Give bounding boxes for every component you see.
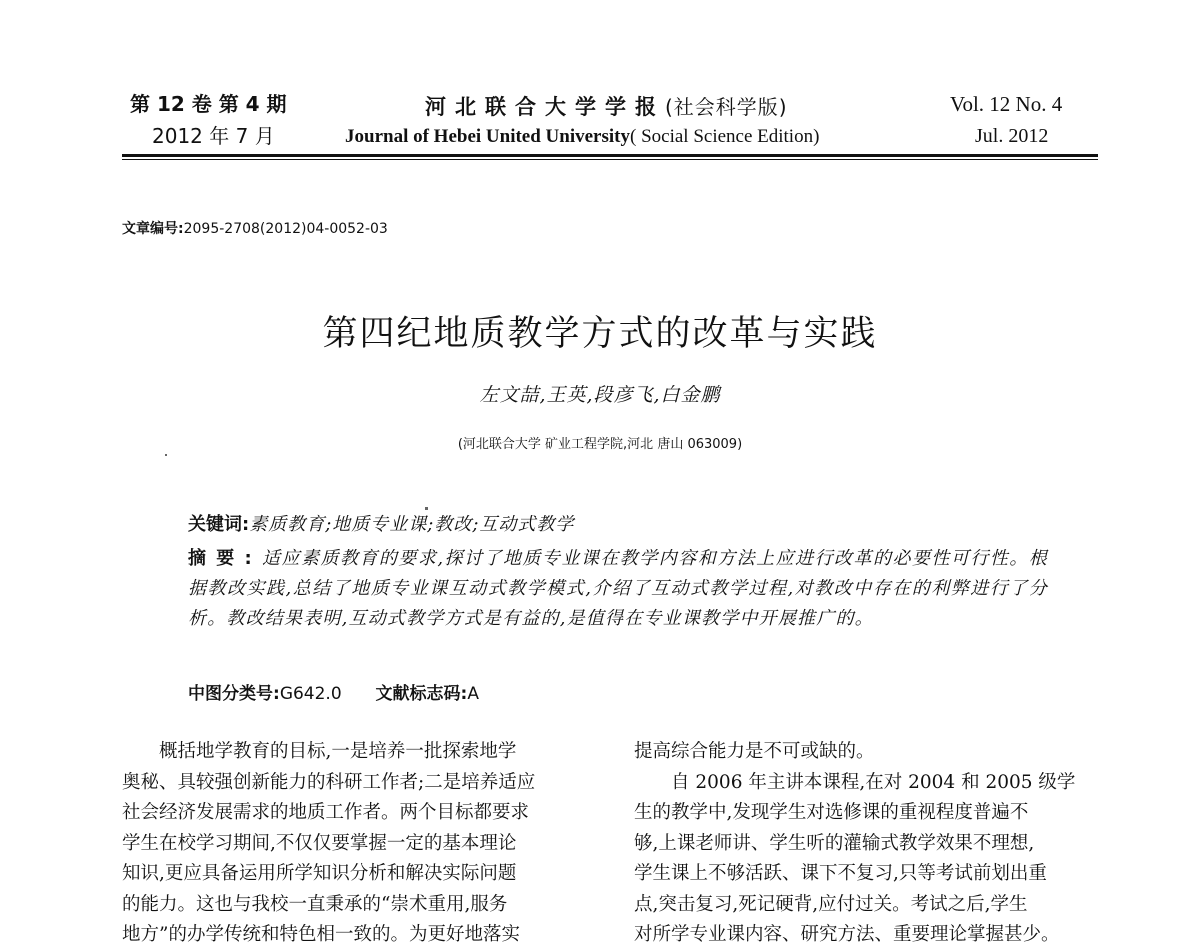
journal-name-cn-edition: (社会科学版) (665, 95, 788, 119)
article-number-label: 文章编号: (122, 221, 184, 237)
body-line: 学生在校学习期间,不仅仅要掌握一定的基本理论 (122, 832, 517, 854)
clc-label: 中图分类号: (188, 684, 280, 704)
journal-name-en-edition: ( Social Science Edition) (630, 126, 820, 147)
article-number-value: 2095-2708(2012)04-0052-03 (183, 221, 388, 237)
clc-value: G642.0 (279, 684, 342, 704)
abstract (188, 544, 1048, 634)
volume-issue: 第 12 卷 第 4 期 (130, 92, 287, 116)
issue-date-en: Jul. 2012 (975, 125, 1049, 147)
body-line: 奥秘、具较强创新能力的科研工作者;二是培养适应 (122, 771, 536, 793)
body-line: 知识,更应具备运用所学知识分析和解决实际问题 (122, 863, 517, 884)
body-line: 提高综合能力是不可或缺的。 (634, 741, 875, 762)
journal-name-cn-main: 河北联合大学学报 (425, 95, 665, 119)
affiliation: (河北联合大学 矿业工程学院,河北 唐山 063009) (457, 437, 743, 452)
header-rule-thin (122, 159, 1098, 160)
doc-code-label: 文献标志码: (375, 684, 468, 704)
doc-code-value: A (467, 684, 479, 704)
body-line: 够,上课老师讲、学生听的灌输式教学效果不理想, (634, 832, 1035, 854)
scan-speck (165, 454, 167, 456)
keywords-label: 关键词: (188, 514, 250, 535)
body-right-column (634, 737, 1102, 951)
body-line: 学生课上不够活跃、课下不复习,只等考试前划出重 (634, 863, 1047, 884)
paper-title: 第四纪地质教学方式的改革与实践 (322, 314, 878, 354)
body-line: 对所学专业课内容、研究方法、重要理论掌握甚少。 (634, 924, 1060, 945)
issue-date-cn: 2012 年 7 月 (152, 124, 275, 148)
body-line: 社会经济发展需求的地质工作者。两个目标都要求 (122, 802, 530, 823)
journal-name-en-main: Journal of Hebei United University (345, 126, 630, 147)
volume-issue-en: Vol. 12 No. 4 (950, 92, 1063, 116)
body-left-column (122, 737, 608, 951)
abstract-text: 适应素质教育的要求,探讨了地质专业课在教学内容和方法上应进行改革的必要性可行性。根据教改实践,总结了地质专业课互动式教学模式,介绍了互动式教学过程,对教改中存在的利弊进行了分析。教改结果表明,互动式教学方式是有益的,是值得在专业课教学中开展推广的。 (188, 548, 1049, 629)
body-line: 点,突击复习,死记硬背,应付过关。考试之后,学生 (634, 893, 1028, 915)
article-number (122, 218, 388, 238)
header-rule-thick (122, 154, 1098, 157)
classification (188, 679, 479, 704)
journal-name-en (345, 126, 819, 148)
keywords-text: 素质教育;地质专业课;教改;互动式教学 (249, 514, 575, 535)
abstract-label: 摘要: (188, 548, 262, 569)
journal-name-cn (425, 91, 788, 121)
body-line: 概括地学教育的目标,一是培养一批探索地学 (159, 741, 517, 762)
body-line: 自 2006 年主讲本课程,在对 2004 和 2005 级学 (671, 771, 1076, 793)
authors: 左文喆,王英,段彦飞,白金鹏 (479, 384, 721, 406)
keywords (188, 508, 574, 542)
body-line: 地方”的办学传统和特色相一致的。为更好地落实 (122, 924, 520, 945)
body-line: 生的教学中,发现学生对选修课的重视程度普遍不 (634, 802, 1029, 823)
body-line: 的能力。这也与我校一直秉承的“崇术重用,服务 (122, 893, 508, 915)
